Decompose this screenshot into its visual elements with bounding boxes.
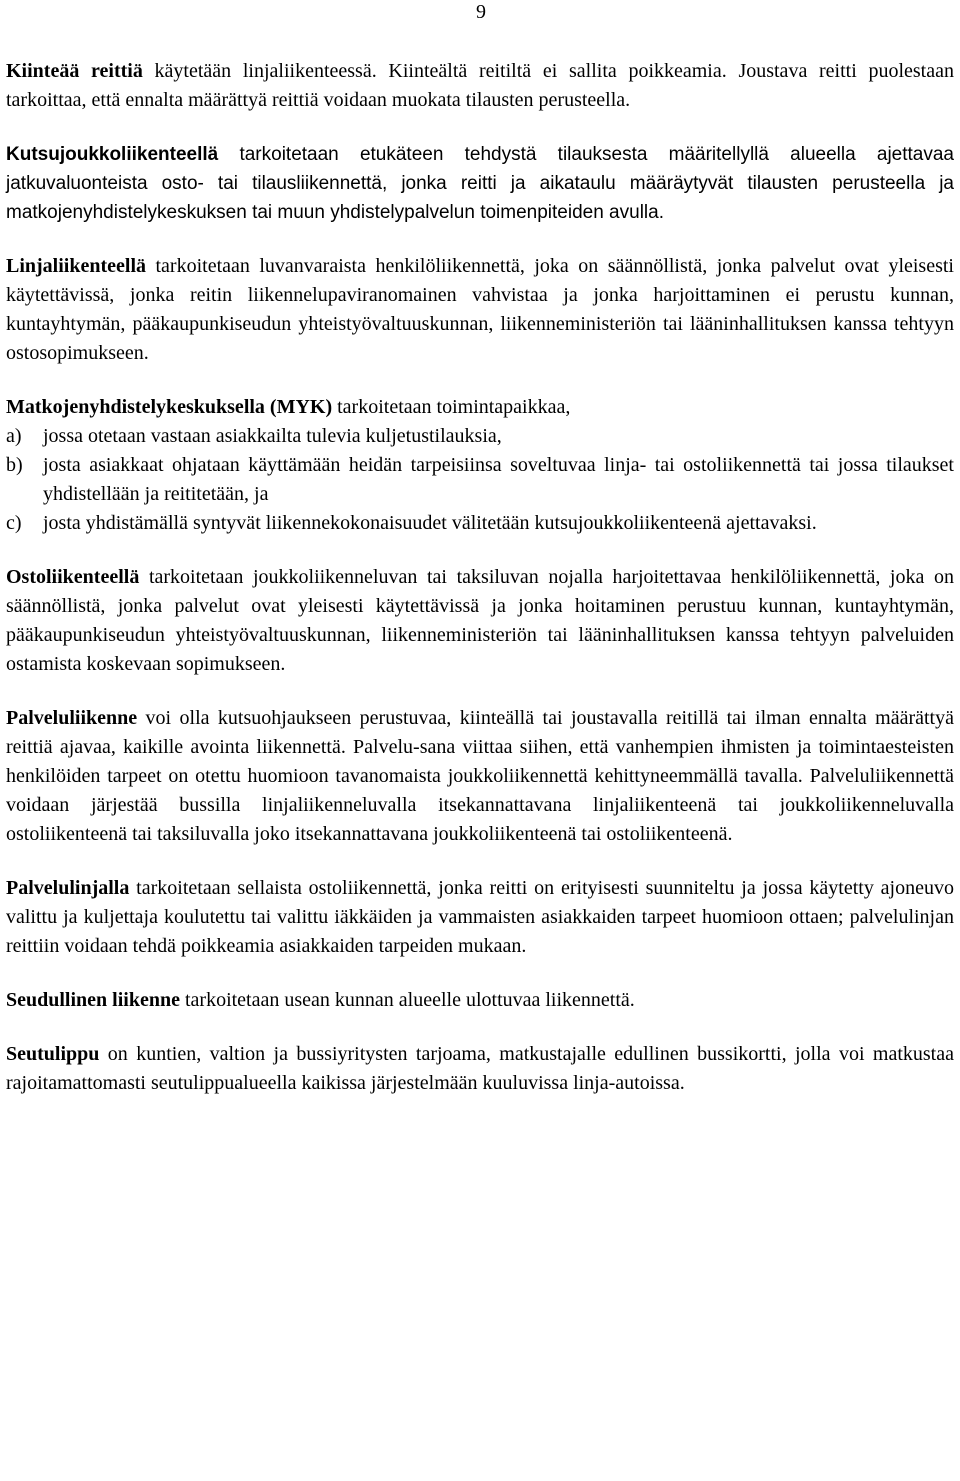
term: Kutsujoukkoliikenteellä: [6, 144, 219, 165]
definition-text: tarkoitetaan etukäteen tehdystä tilauksesta määritellyllä alueella ajettavaa jatkuvaluonteista osto- tai tilausliikennettä, jonka reitti ja aikataulu määräytyvät tilausten perusteella ja matkojenyhdistelykeskuksen tai muun yhdistelypalvelun toimenpiteiden avulla.: [6, 144, 954, 223]
list-item-text: josta asiakkaat ohjataan käyttämään heidän tarpeisiinsa soveltuvaa linja- tai ostoliikennettä tai jossa tilaukset yhdistellään ja reititetään, ja: [43, 454, 954, 505]
term: Kiinteää reittiä: [6, 60, 143, 82]
term: Palvelulinjalla: [6, 877, 130, 899]
definition-myk: [6, 393, 954, 422]
definition-text: on kuntien, valtion ja bussiyritysten tarjoama, matkustajalle edullinen bussikortti, jolla voi matkustaa rajoitamattomasti seutulippualueella kaikissa järjestelmään kuuluvissa linja-autoissa.: [6, 1043, 954, 1094]
definition-text: tarkoitetaan sellaista ostoliikennettä, jonka reitti on erityisesti suunniteltu ja jossa käytetty ajoneuvo valittu ja kuljettaja koulutettu tai valittu iäkkäiden ja vammaisten asiakkaiden tarpeet huomioon ottaen; palvelulinjan reittiin voidaan tehdä poikkeamia asiakkaiden tarpeiden mukaan.: [6, 877, 954, 957]
term: Ostoliikenteellä: [6, 566, 140, 588]
list-item: [6, 509, 954, 538]
page-content: [6, 57, 954, 1123]
definition-text: tarkoitetaan usean kunnan alueelle ulottuvaa liikennettä.: [179, 989, 635, 1011]
list-item-text: jossa otetaan vastaan asiakkailta tulevia kuljetustilauksia,: [43, 425, 502, 447]
term: Palveluliikenne: [6, 707, 138, 729]
list-item-text: josta yhdistämällä syntyvät liikennekokonaisuudet välitetään kutsujoukkoliikenteenä ajettavaksi.: [43, 512, 817, 534]
definition-ostoliikenne: [6, 563, 954, 679]
myk-list: [6, 422, 954, 538]
definition-seutulippu: [6, 1040, 954, 1098]
definition-kutsujoukkoliikenne: [6, 140, 954, 227]
definition-kiintea-reitti: [6, 57, 954, 115]
definition-palveluliikenne: [6, 704, 954, 849]
definition-seudullinen-liikenne: [6, 986, 954, 1015]
list-marker: b): [6, 454, 23, 476]
term: Matkojenyhdistelykeskuksella (MYK): [6, 396, 333, 418]
list-marker: a): [6, 425, 22, 447]
list-item: [6, 451, 954, 509]
page-number: 9: [476, 1, 486, 23]
definition-text: tarkoitetaan luvanvaraista henkilöliikennettä, joka on säännöllistä, jonka palvelut ovat yleisesti käytettävissä, jonka reitin liikennelupaviranomainen vahvistaa ja jonka harjoittaminen ei perustu kunnan, kuntayhtymän, pääkaupunkiseudun yhteistyövaltuuskunnan, liikenneministeriön tai lääninhallituksen kanssa tehtyyn ostosopimukseen.: [6, 255, 954, 364]
term: Linjaliikenteellä: [6, 255, 146, 277]
list-marker: c): [6, 512, 22, 534]
definition-text: käytetään linjaliikenteessä. Kiinteältä reitiltä ei sallita poikkeamia. Joustava reitti puolestaan tarkoittaa, että ennalta määrättyä reittiä voidaan muokata tilausten perusteella.: [6, 60, 954, 111]
definition-palvelulinja: [6, 874, 954, 961]
definition-text: tarkoitetaan toimintapaikkaa,: [332, 396, 571, 418]
term: Seudullinen liikenne: [6, 989, 180, 1011]
definition-linjaliikenne: [6, 252, 954, 368]
definition-text: tarkoitetaan joukkoliikenneluvan tai taksiluvan nojalla harjoitettavaa henkilöliikennettä, joka on säännöllistä, jonka palvelut ovat yleisesti käytettävissä ja jonka hoitaminen perustuu kunnan, kuntayhtymän, pääkaupunkiseudun yhteistyövaltuuskunnan, liikenneministeriön tai lääninhallituksen kanssa tehtyyn palveluiden ostamista koskevaan sopimukseen.: [6, 566, 954, 675]
term: Seutulippu: [6, 1043, 100, 1065]
definition-text: voi olla kutsuohjaukseen perustuvaa, kiinteällä tai joustavalla reitillä tai ilman ennalta määrättyä reittiä ajavaa, kaikille avointa liikennettä. Palvelu-sana viittaa siihen, että vanhempien ihmisten ja toimintaesteisten henkilöiden tarpeet on otettu huomioon tavanomaista joukkoliikennettä kehittyneemmällä tavalla. Palveluliikennettä voidaan järjestää bussilla linjaliikenneluvalla itsekannattavana linjaliikenteenä tai joukkoliikenneluvalla ostoliikenteenä tai taksiluvalla joko itsekannattavana joukkoliikenteenä tai ostoliikenteenä.: [6, 707, 954, 845]
list-item: [6, 422, 954, 451]
